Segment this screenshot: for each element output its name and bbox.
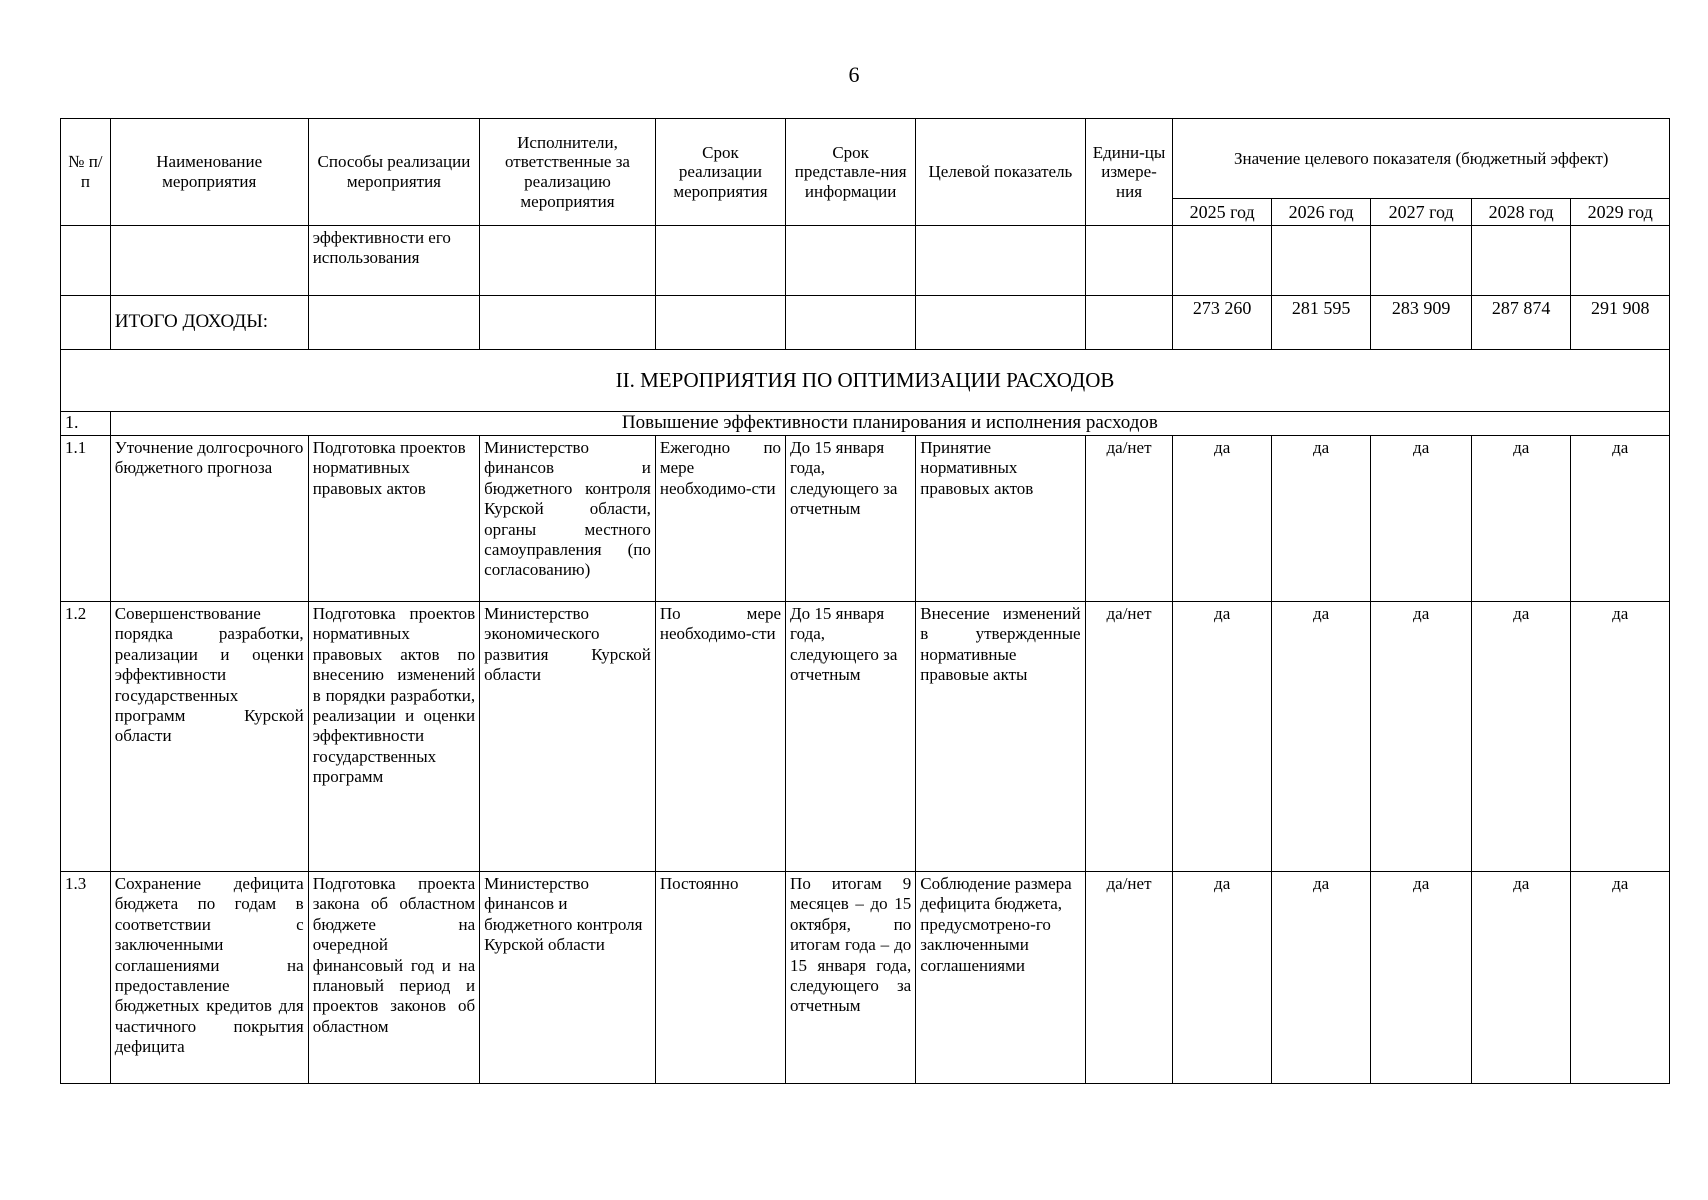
header-indicator: Целевой показатель	[916, 119, 1085, 226]
row-value: да	[1471, 872, 1571, 1084]
row-value: да	[1371, 602, 1472, 872]
row-value: да	[1571, 872, 1670, 1084]
row-value: да	[1371, 872, 1472, 1084]
row-value: да	[1173, 872, 1271, 1084]
row-value: да	[1471, 602, 1571, 872]
row-methods: Подготовка проектов нормативных правовых актов	[308, 436, 479, 602]
header-methods: Способы реализации мероприятия	[308, 119, 479, 226]
row-deadline: По мере необходимо-сти	[655, 602, 785, 872]
row-name: Сохранение дефицита бюджета по годам в соответствии с заключенными соглашениями на предоставление бюджетных кредитов для частичного покрытия дефицита	[110, 872, 308, 1084]
continuation-row	[61, 226, 1670, 296]
header-deadline: Срок реализации мероприятия	[655, 119, 785, 226]
row-value: да	[1271, 602, 1371, 872]
measures-table	[60, 118, 1670, 1084]
subsection-row	[61, 412, 1670, 436]
header-year: 2025 год	[1173, 199, 1271, 226]
total-value: 273 260	[1173, 296, 1271, 350]
subsection-title: Повышение эффективности планирования и исполнения расходов	[110, 412, 1669, 436]
row-deadline: Ежегодно по мере необходимо-сти	[655, 436, 785, 602]
row-deadline: Постоянно	[655, 872, 785, 1084]
total-value: 281 595	[1271, 296, 1371, 350]
row-value: да	[1271, 436, 1371, 602]
row-methods: Подготовка проектов нормативных правовых актов по внесению изменений в порядки разработки, реализации и оценки эффективности государственных программ	[308, 602, 479, 872]
header-year: 2027 год	[1371, 199, 1472, 226]
header-num: № п/п	[61, 119, 111, 226]
total-value: 291 908	[1571, 296, 1670, 350]
header-year: 2026 год	[1271, 199, 1371, 226]
header-year: 2028 год	[1471, 199, 1571, 226]
header-row	[61, 119, 1670, 199]
row-report: До 15 января года, следующего за отчетным	[786, 436, 916, 602]
row-num: 1.3	[61, 872, 111, 1084]
subsection-num: 1.	[61, 412, 111, 436]
row-num: 1.1	[61, 436, 111, 602]
row-name: Уточнение долгосрочного бюджетного прогноза	[110, 436, 308, 602]
table-row	[61, 602, 1670, 872]
row-value: да	[1371, 436, 1472, 602]
row-num: 1.2	[61, 602, 111, 872]
total-value: 287 874	[1471, 296, 1571, 350]
header-value: Значение целевого показателя (бюджетный эффект)	[1173, 119, 1670, 199]
table-row	[61, 436, 1670, 602]
header-name: Наименование мероприятия	[110, 119, 308, 226]
row-value: да	[1471, 436, 1571, 602]
row-executors: Министерство финансов и бюджетного контроля Курской области	[480, 872, 656, 1084]
row-value: да	[1173, 436, 1271, 602]
row-value: да	[1173, 602, 1271, 872]
row-value: да	[1271, 872, 1371, 1084]
total-label: ИТОГО ДОХОДЫ:	[110, 296, 308, 350]
continuation-methods: эффективности его использования	[308, 226, 479, 296]
row-units: да/нет	[1085, 602, 1173, 872]
page-number: 6	[848, 62, 860, 87]
row-report: До 15 января года, следующего за отчетным	[786, 602, 916, 872]
row-name: Совершенствование порядка разработки, реализации и оценки эффективности государственных программ Курской области	[110, 602, 308, 872]
row-executors: Министерство финансов и бюджетного контроля Курской области, органы местного самоуправления (по согласованию)	[480, 436, 656, 602]
header-units: Едини-цы измере-ния	[1085, 119, 1173, 226]
row-indicator: Принятие нормативных правовых актов	[916, 436, 1085, 602]
row-value: да	[1571, 436, 1670, 602]
header-report: Срок представле-ния информации	[786, 119, 916, 226]
section-title: II. МЕРОПРИЯТИЯ ПО ОПТИМИЗАЦИИ РАСХОДОВ	[61, 350, 1670, 412]
header-executors: Исполнители, ответственные за реализацию мероприятия	[480, 119, 656, 226]
row-units: да/нет	[1085, 436, 1173, 602]
row-executors: Министерство экономического развития Курской области	[480, 602, 656, 872]
total-row	[61, 296, 1670, 350]
table-row	[61, 872, 1670, 1084]
total-value: 283 909	[1371, 296, 1472, 350]
row-methods: Подготовка проекта закона об областном бюджете на очередной финансовый год и на плановый период и проектов законов об областном	[308, 872, 479, 1084]
row-value: да	[1571, 602, 1670, 872]
section-row	[61, 350, 1670, 412]
row-indicator: Соблюдение размера дефицита бюджета, предусмотрено-го заключенными соглашениями	[916, 872, 1085, 1084]
row-indicator: Внесение изменений в утвержденные нормативные правовые акты	[916, 602, 1085, 872]
row-units: да/нет	[1085, 872, 1173, 1084]
row-report: По итогам 9 месяцев – до 15 октября, по итогам года – до 15 января года, следующего за отчетным	[786, 872, 916, 1084]
header-year: 2029 год	[1571, 199, 1670, 226]
